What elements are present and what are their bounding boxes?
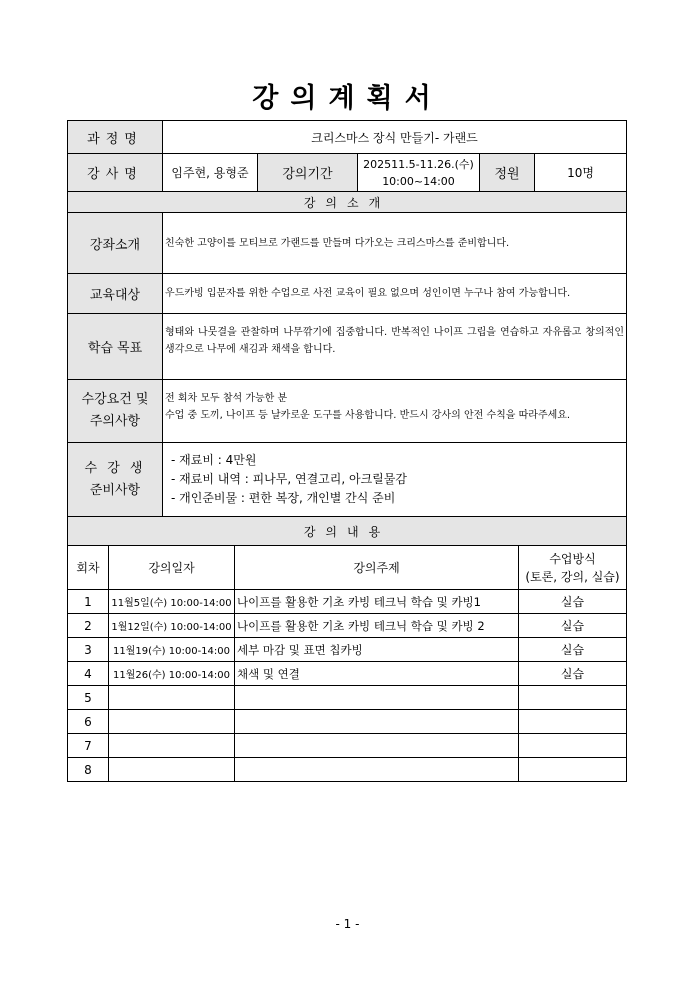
requirements-label [68, 380, 163, 443]
preparation-label-line1: 수 강 생 [84, 460, 146, 476]
table-row [68, 662, 627, 686]
table-row [68, 734, 627, 758]
row-method: 실습 [519, 638, 627, 662]
requirements-text [163, 380, 627, 443]
course-intro-label: 강좌소개 [68, 213, 163, 274]
row-method [519, 710, 627, 734]
course-name: 크리스마스 장식 만들기- 가랜드 [163, 121, 627, 154]
row-date [109, 686, 235, 710]
target-label: 교육대상 [68, 274, 163, 314]
row-date [109, 734, 235, 758]
row-method [519, 686, 627, 710]
preparation-item: - 재료비 내역 : 피나무, 연결고리, 아크릴물감 [171, 472, 407, 486]
row-topic: 채색 및 연결 [235, 662, 519, 686]
requirements-label-line1: 수강요건 및 [81, 392, 149, 407]
row-no: 1 [68, 590, 109, 614]
col-header-date: 강의일자 [109, 546, 235, 590]
row-date [109, 758, 235, 782]
plan-frame [67, 120, 626, 782]
row-topic: 세부 마감 및 표면 칩카빙 [235, 638, 519, 662]
instructor-label: 강사명 [68, 154, 163, 192]
row-no: 6 [68, 710, 109, 734]
schedule-table [67, 545, 627, 782]
col-header-no: 회차 [68, 546, 109, 590]
capacity-label: 정원 [480, 154, 535, 192]
intro-section-header: 강의소개 [68, 192, 627, 213]
table-row [68, 710, 627, 734]
table-row [68, 686, 627, 710]
col-header-method-line2: (토론, 강의, 실습) [525, 569, 620, 584]
row-date: 11월19(수) 10:00-14:00 [109, 638, 235, 662]
row-no: 5 [68, 686, 109, 710]
row-date [109, 710, 235, 734]
course-label: 과정명 [68, 121, 163, 154]
row-topic [235, 686, 519, 710]
preparation-item: - 개인준비물 : 편한 복장, 개인별 간식 준비 [171, 491, 396, 505]
row-no: 3 [68, 638, 109, 662]
row-topic: 나이프를 활용한 기초 카빙 테크닉 학습 및 카빙 2 [235, 614, 519, 638]
preparation-label-line2: 준비사항 [89, 482, 141, 498]
row-no: 7 [68, 734, 109, 758]
row-method: 실습 [519, 662, 627, 686]
requirements-line1: 전 회차 모두 참석 가능한 분 [165, 393, 288, 404]
info-table [67, 120, 627, 213]
row-topic: 나이프를 활용한 기초 카빙 테크닉 학습 및 카빙1 [235, 590, 519, 614]
col-header-topic: 강의주제 [235, 546, 519, 590]
col-header-method [519, 546, 627, 590]
requirements-line2: 수업 중 도끼, 나이프 등 날카로운 도구를 사용합니다. 반드시 강사의 안전 수칙을 따라주세요. [165, 410, 571, 421]
capacity-value: 10명 [535, 154, 627, 192]
table-row [68, 590, 627, 614]
preparation-label [68, 443, 163, 517]
document-title: 강의계획서 [252, 83, 443, 114]
period-value [358, 154, 480, 192]
row-method [519, 758, 627, 782]
row-no: 8 [68, 758, 109, 782]
row-date: 1월12일(수) 10:00-14:00 [109, 614, 235, 638]
row-topic [235, 758, 519, 782]
content-section-header: 강의내용 [68, 517, 627, 546]
preparation-item: - 재료비 : 4만원 [171, 453, 257, 467]
row-method [519, 734, 627, 758]
goal-label: 학습 목표 [68, 314, 163, 380]
row-date: 11월5일(수) 10:00-14:00 [109, 590, 235, 614]
period-time: 10:00~14:00 [382, 174, 455, 188]
table-row [68, 614, 627, 638]
goal-text: 형태와 나뭇결을 관찰하며 나무깎기에 집중합니다. 반복적인 나이프 그립을 연습하고 자유롭고 창의적인 생각으로 나무에 새김과 채색을 합니다. [163, 314, 627, 380]
row-topic [235, 710, 519, 734]
row-topic [235, 734, 519, 758]
table-row [68, 638, 627, 662]
row-method: 실습 [519, 590, 627, 614]
intro-table [67, 212, 627, 546]
course-intro-text: 친숙한 고양이를 모티브로 가랜드를 만들며 다가오는 크리스마스를 준비합니다. [163, 213, 627, 274]
requirements-label-line2: 주의사항 [89, 414, 141, 429]
period-label: 강의기간 [258, 154, 358, 192]
col-header-method-line1: 수업방식 [549, 551, 596, 566]
row-no: 2 [68, 614, 109, 638]
page-number: - 1 - [335, 917, 360, 931]
target-text: 우드카빙 입문자를 위한 수업으로 사전 교육이 필요 없으며 성인이면 누구나 참여 가능합니다. [163, 274, 627, 314]
period-dates: 202511.5-11.26.(수) [363, 157, 474, 171]
instructor-name: 임주현, 용형준 [163, 154, 258, 192]
row-no: 4 [68, 662, 109, 686]
table-row [68, 758, 627, 782]
row-method: 실습 [519, 614, 627, 638]
preparation-list [163, 443, 627, 517]
row-date: 11월26(수) 10:00-14:00 [109, 662, 235, 686]
